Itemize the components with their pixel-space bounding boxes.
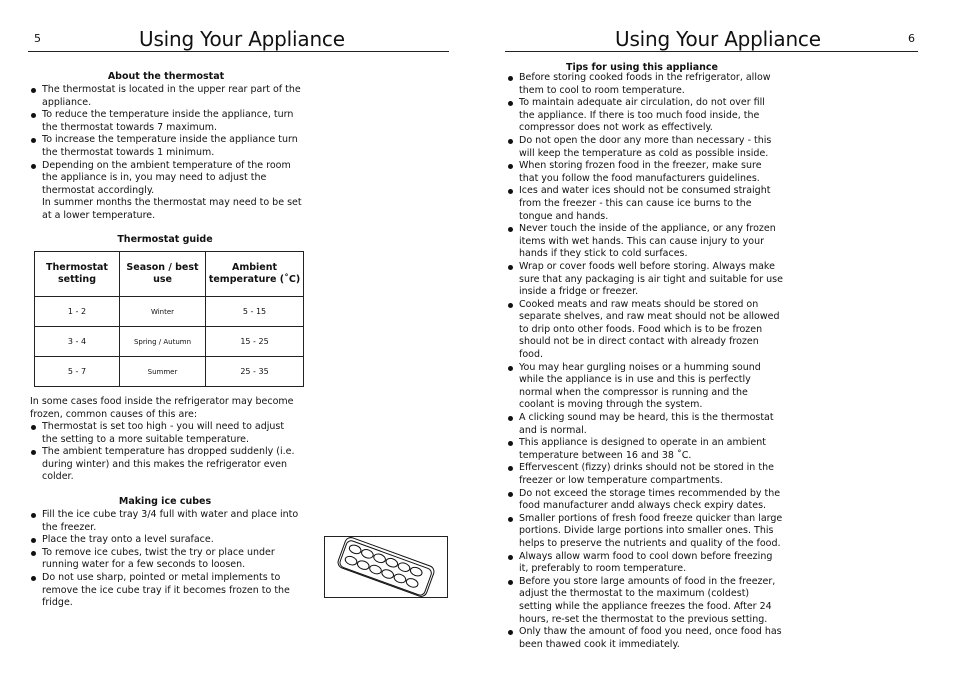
right-page bbox=[477, 0, 954, 691]
list-item: Never touch the inside of the appliance, or any frozen items with wet hands. This can cause injury to your hands if they stick to cold surfaces. bbox=[507, 223, 783, 261]
table-cell: Summer bbox=[120, 357, 206, 387]
ice-cube-tray-drawing bbox=[325, 537, 447, 597]
tips-heading: Tips for using this appliance bbox=[566, 62, 718, 73]
table-cell: Winter bbox=[120, 297, 206, 327]
list-item: Do not use sharp, pointed or metal implements to remove the ice cube tray if it becomes frozen to the fridge. bbox=[30, 572, 302, 610]
frozen-causes-list bbox=[30, 421, 302, 484]
table-cell: 15 - 25 bbox=[206, 327, 304, 357]
table-cell: 5 - 7 bbox=[35, 357, 120, 387]
list-item: Wrap or cover foods well before storing. Always make sure that any packaging is air tight and suitable for use inside a fridge or freezer. bbox=[507, 261, 783, 299]
page-number: 5 bbox=[34, 32, 41, 45]
column-header: Season / best use bbox=[120, 252, 206, 297]
list-item: The thermostat is located in the upper rear part of the appliance. bbox=[30, 84, 302, 109]
table-row bbox=[35, 297, 304, 327]
list-item: To remove ice cubes, twist the try or place under running water for a few seconds to loosen. bbox=[30, 547, 302, 572]
list-item: To reduce the temperature inside the appliance, turn the thermostat towards 7 maximum. bbox=[30, 109, 302, 134]
table-cell: 5 - 15 bbox=[206, 297, 304, 327]
list-item: Always allow warm food to cool down before freezing it, preferably to room temperature. bbox=[507, 551, 783, 576]
list-item: Do not exceed the storage times recommended by the food manufacturer andd always check expiry dates. bbox=[507, 488, 783, 513]
frozen-causes-intro: In some cases food inside the refrigerator may become frozen, common causes of this are: bbox=[30, 396, 294, 420]
table-header-row bbox=[35, 252, 304, 297]
list-item-continuation: In summer months the thermostat may need to be set at a lower temperature. bbox=[42, 197, 302, 221]
making-ice-cubes-heading: Making ice cubes bbox=[118, 496, 212, 507]
tips-list bbox=[507, 72, 783, 651]
list-item: To increase the temperature inside the appliance turn the thermostat towards 1 minimum. bbox=[30, 134, 302, 159]
table-row bbox=[35, 357, 304, 387]
about-thermostat-heading: About the thermostat bbox=[107, 71, 225, 82]
list-item: The ambient temperature has dropped suddenly (i.e. during winter) and this makes the refrigerator even colder. bbox=[30, 446, 302, 484]
title-rule bbox=[28, 51, 449, 52]
ice-cubes-list bbox=[30, 509, 302, 610]
list-item: Cooked meats and raw meats should be stored on separate shelves, and raw meat should not be allowed to drip onto other foods. Food which is to be frozen should not be in direct contact with already frozen food. bbox=[507, 299, 783, 362]
table-cell: Spring / Autumn bbox=[120, 327, 206, 357]
list-item: Before you store large amounts of food in the freezer, adjust the thermostat to the maximum (coldest) setting while the appliance freezes the food. After 24 hours, re-set the thermostat to the previous setting. bbox=[507, 576, 783, 626]
list-item: When storing frozen food in the freezer, make sure that you follow the food manufacturers guidelines. bbox=[507, 160, 783, 185]
column-header: Ambient temperature (˚C) bbox=[206, 252, 304, 297]
list-item: Ices and water ices should not be consumed straight from the freezer - this can cause ice burns to the tongue and hands. bbox=[507, 185, 783, 223]
table-cell: 3 - 4 bbox=[35, 327, 120, 357]
page-title: Using Your Appliance bbox=[615, 27, 821, 51]
list-item: Before storing cooked foods in the refrigerator, allow them to cool to room temperature. bbox=[507, 72, 783, 97]
thermostat-guide-heading: Thermostat guide bbox=[117, 234, 213, 245]
list-item: Smaller portions of fresh food freeze quicker than large portions. Divide large portions into smaller ones. This helps to preserve the nutrients and quality of the food. bbox=[507, 513, 783, 551]
list-item: Place the tray onto a level suraface. bbox=[30, 534, 302, 547]
table-cell: 25 - 35 bbox=[206, 357, 304, 387]
list-item: You may hear gurgling noises or a humming sound while the appliance is in use and this is perfectly normal when the compressor is running and the coolant is moving through the system. bbox=[507, 362, 783, 412]
ice-cube-tray-icon bbox=[324, 536, 448, 598]
list-item: This appliance is designed to operate in an ambient temperature between 16 and 38 ˚C. bbox=[507, 437, 783, 462]
title-rule bbox=[505, 51, 918, 52]
page-number: 6 bbox=[908, 32, 915, 45]
list-item: Do not open the door any more than necessary - this will keep the temperature as cold as possible inside. bbox=[507, 135, 783, 160]
about-thermostat-list bbox=[30, 84, 302, 223]
list-item: Effervescent (fizzy) drinks should not be stored in the freezer or low temperature compartments. bbox=[507, 462, 783, 487]
page-title: Using Your Appliance bbox=[139, 27, 345, 51]
list-item: A clicking sound may be heard, this is the thermostat and is normal. bbox=[507, 412, 783, 437]
list-item: Depending on the ambient temperature of the room the appliance is in, you may need to adjust the thermostat accordingly. bbox=[30, 160, 302, 198]
table-cell: 1 - 2 bbox=[35, 297, 120, 327]
list-item: Only thaw the amount of food you need, once food has been thawed cook it immediately. bbox=[507, 626, 783, 651]
thermostat-guide-table bbox=[34, 251, 304, 387]
table-row bbox=[35, 327, 304, 357]
list-item: To maintain adequate air circulation, do not over fill the appliance. If there is too much food inside, the compressor does not work as effectively. bbox=[507, 97, 783, 135]
list-item: Thermostat is set too high - you will need to adjust the setting to a more suitable temperature. bbox=[30, 421, 302, 446]
list-item: Fill the ice cube tray 3/4 full with water and place into the freezer. bbox=[30, 509, 302, 534]
column-header: Thermostat setting bbox=[35, 252, 120, 297]
